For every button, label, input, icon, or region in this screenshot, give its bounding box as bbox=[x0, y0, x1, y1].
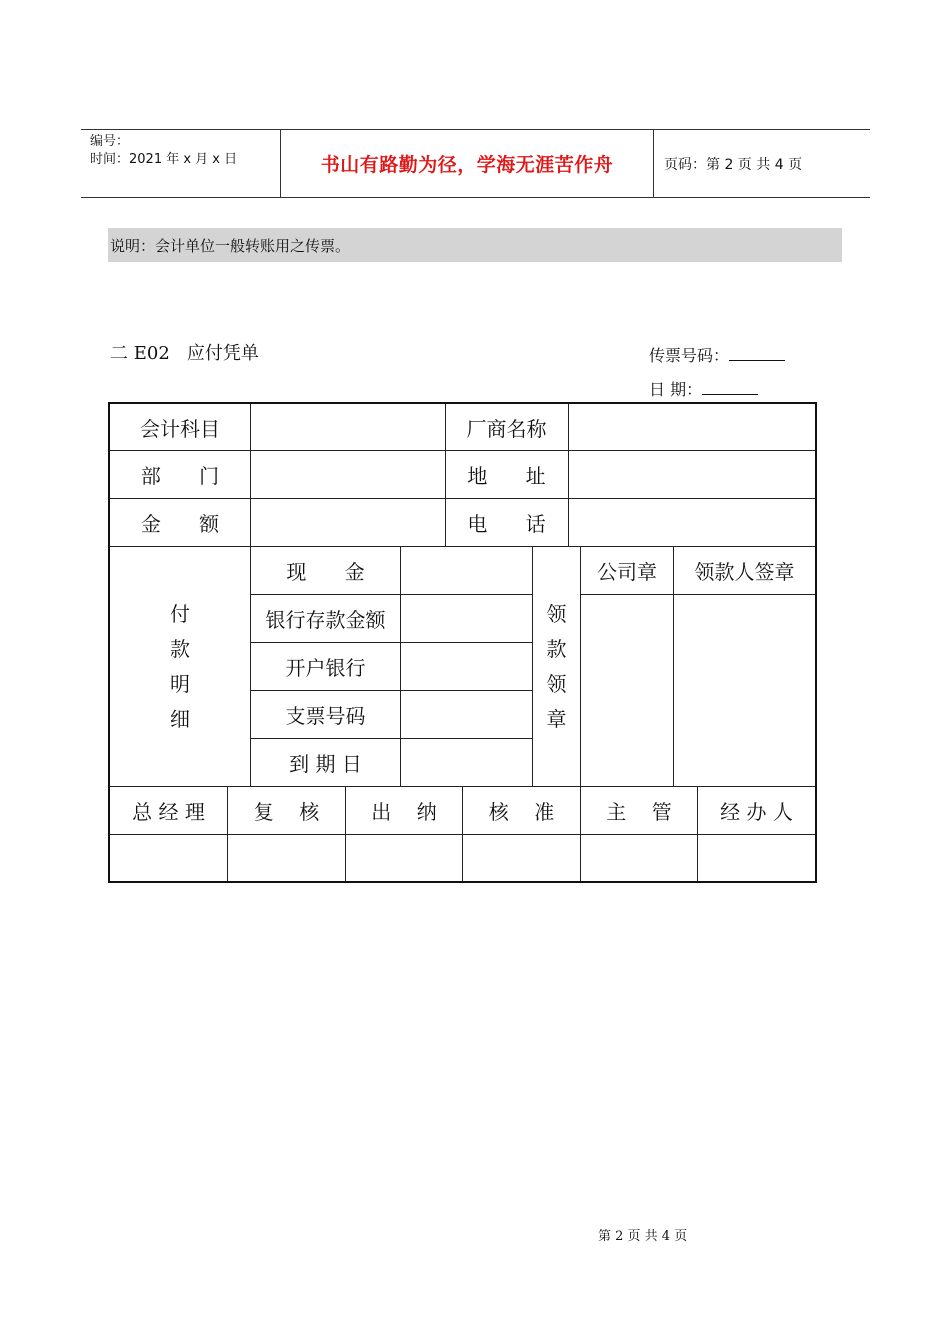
sign-handler[interactable] bbox=[698, 835, 815, 881]
label-cashier: 出 纳 bbox=[371, 800, 437, 824]
number-label: 编号： bbox=[90, 134, 130, 149]
field-cash[interactable] bbox=[401, 547, 532, 594]
footer-page-number: 第 2 页 共 4 页 bbox=[598, 1229, 688, 1244]
payable-voucher-form bbox=[108, 402, 817, 883]
header-page-number: 页码：第 2 页 共 4 页 bbox=[664, 156, 803, 173]
field-due-date[interactable] bbox=[401, 739, 532, 786]
receipt-seal-char: 章 bbox=[546, 706, 567, 731]
receipt-seal-char: 领 bbox=[546, 671, 567, 696]
field-payee-signature[interactable] bbox=[674, 595, 815, 786]
voucher-date bbox=[649, 377, 758, 400]
label-department: 部 门 bbox=[140, 464, 220, 488]
sign-reviewer[interactable] bbox=[228, 835, 345, 881]
payment-detail-char: 细 bbox=[170, 706, 190, 731]
label-due-date: 到 期 日 bbox=[289, 752, 362, 776]
label-supervisor: 主 管 bbox=[606, 800, 672, 824]
sign-general-manager[interactable] bbox=[110, 835, 227, 881]
sign-supervisor[interactable] bbox=[581, 835, 697, 881]
receipt-seal-char: 款 bbox=[546, 636, 567, 661]
label-approver: 核 准 bbox=[488, 800, 555, 824]
label-bank-deposit: 银行存款金额 bbox=[265, 608, 386, 632]
field-vendor-name[interactable] bbox=[569, 404, 815, 450]
form-title: 二 E02 应付凭单 bbox=[110, 343, 259, 364]
label-receipt-seal bbox=[533, 547, 580, 786]
field-account-subject[interactable] bbox=[251, 404, 445, 450]
label-handler: 经 办 人 bbox=[720, 800, 793, 824]
label-check-number: 支票号码 bbox=[285, 704, 366, 728]
time-text: 时间：2021 年 x 月 x 日 bbox=[90, 152, 238, 167]
label-vendor-name: 厂商名称 bbox=[466, 416, 547, 441]
field-amount[interactable] bbox=[251, 499, 445, 546]
field-check-number[interactable] bbox=[401, 691, 532, 738]
field-company-seal[interactable] bbox=[581, 595, 673, 786]
label-payment-detail bbox=[110, 547, 250, 786]
field-bank-deposit[interactable] bbox=[401, 595, 532, 642]
receipt-seal-char: 领 bbox=[546, 601, 567, 626]
label-amount: 金 额 bbox=[140, 512, 220, 536]
field-phone[interactable] bbox=[569, 499, 815, 546]
label-general-manager: 总 经 理 bbox=[132, 800, 205, 824]
sign-cashier[interactable] bbox=[346, 835, 462, 881]
payment-detail-char: 明 bbox=[170, 671, 190, 696]
label-company-seal: 公司章 bbox=[597, 560, 657, 584]
payment-detail-char: 付 bbox=[170, 601, 190, 626]
label-account-subject: 会计科目 bbox=[140, 416, 220, 441]
label-reviewer: 复 核 bbox=[253, 800, 320, 824]
label-phone: 电 话 bbox=[467, 512, 546, 536]
document-header bbox=[81, 129, 870, 198]
note-banner: 说明：会计单位一般转账用之传票。 bbox=[108, 228, 842, 262]
voucher-number bbox=[649, 343, 785, 366]
label-bank-name: 开户银行 bbox=[285, 656, 366, 680]
field-department[interactable] bbox=[251, 451, 445, 498]
label-address: 地 址 bbox=[467, 464, 546, 488]
date-label: 日 期： bbox=[649, 380, 703, 399]
voucher-number-label: 传票号码： bbox=[649, 346, 730, 365]
label-payee-signature: 领款人签章 bbox=[694, 560, 795, 584]
field-address[interactable] bbox=[569, 451, 815, 498]
voucher-number-blank[interactable] bbox=[729, 347, 785, 361]
label-cash: 现 金 bbox=[286, 560, 365, 584]
sign-approver[interactable] bbox=[463, 835, 580, 881]
payment-detail-char: 款 bbox=[170, 636, 190, 661]
header-meta bbox=[81, 130, 281, 197]
date-blank[interactable] bbox=[702, 381, 758, 395]
header-motto: 书山有路勤为径，学海无涯苦作舟 bbox=[281, 130, 654, 197]
field-bank-name[interactable] bbox=[401, 643, 532, 690]
